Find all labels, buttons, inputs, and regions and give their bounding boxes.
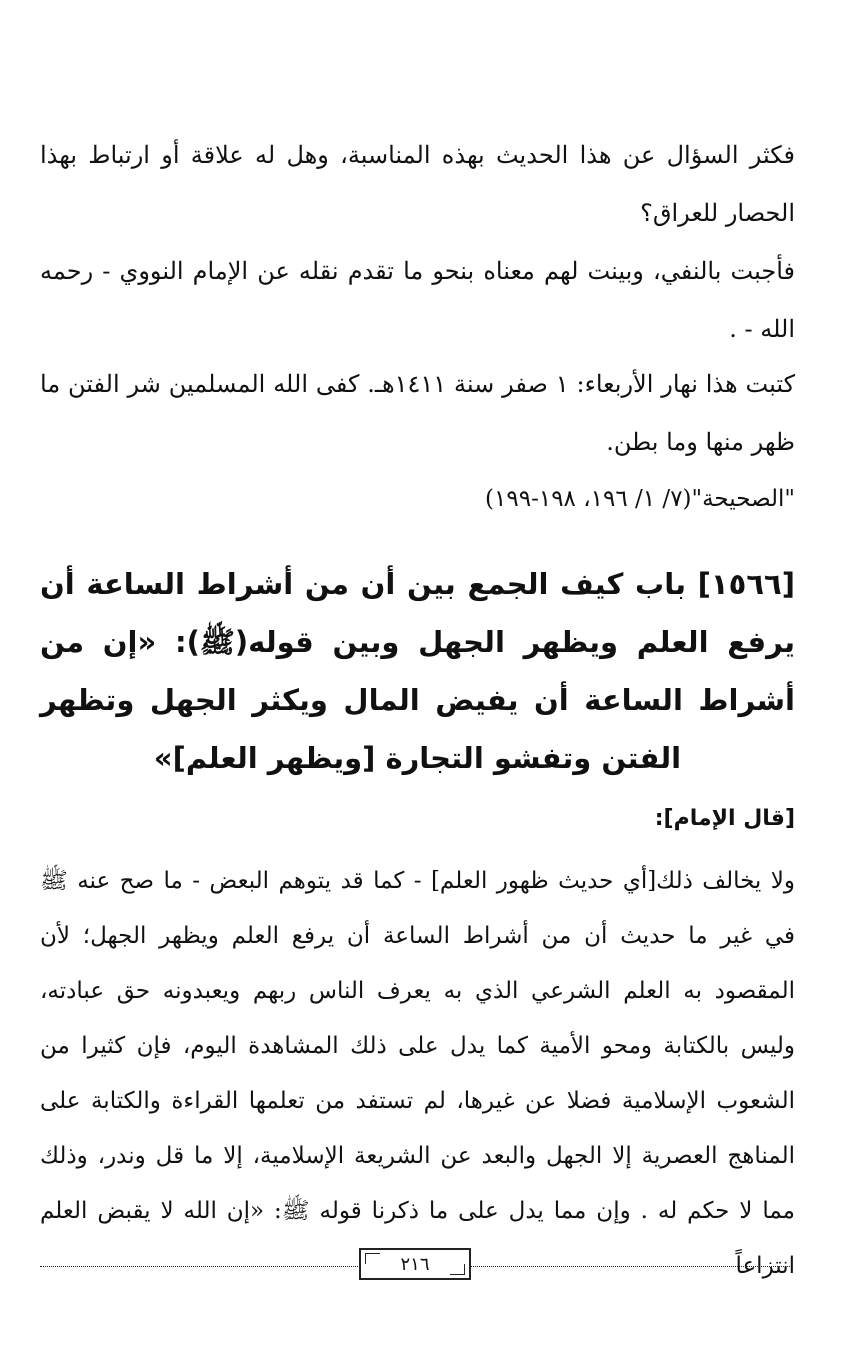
source-reference: "الصحيحة"(٧/ ١/ ١٩٦، ١٩٨-١٩٩) xyxy=(485,486,795,512)
body-paragraph: ولا يخالف ذلك[أي حديث ظهور العلم] - كما قد يتوهم البعض - ما صح عنه ﷺ في غير ما حديث أن من أشراط الساعة أن يرفع العلم ويظهر الجهل؛ لأن المقصود به العلم الشرعي الذي به يعرف الناس ربهم ويعبدونه حق عبادته، وليس بالكتابة ومحو الأمية كما يدل على ذلك المشاهدة اليوم، فإن كثيرا من الشعوب الإسلامية فضلا عن غيرها، لم تستفد من تعلمها القراءة والكتابة على المناهج العصرية إلا الجهل والبعد عن الشريعة الإسلامية، إلا ما قل وندر، وذلك مما لا حكم له . وإن مما يدل على ما ذكرنا قوله ﷺ: «إن الله لا يقبض العلم انتزاعاً xyxy=(40,868,796,1279)
page-content xyxy=(40,0,795,1368)
paragraph-date: كتبت هذا نهار الأربعاء: ١ صفر سنة ١٤١١هـ. كفى الله المسلمين شر الفتن ما ظهر منها وما بطن. xyxy=(40,370,796,456)
page-number: ٢١٦ xyxy=(359,1248,471,1280)
imam-label: [قال الإمام]: xyxy=(654,806,795,831)
chapter-heading: [١٥٦٦] باب كيف الجمع بين أن من أشراط الساعة أن يرفع العلم ويظهر الجهل وبين قوله(ﷺ): «إن من أشراط الساعة أن يفيض المال ويكثر الجهل وتظهر الفتن وتفشو التجارة [ويظهر العلم]» xyxy=(40,567,795,775)
paragraph-question: فكثر السؤال عن هذا الحديث بهذه المناسبة، وهل له علاقة أو ارتباط بهذا الحصار للعراق؟ xyxy=(40,141,795,227)
page-footer xyxy=(40,1246,790,1286)
paragraph-answer: فأجبت بالنفي، وبينت لهم معناه بنحو ما تقدم نقله عن الإمام النووي - رحمه الله - . xyxy=(40,257,795,343)
